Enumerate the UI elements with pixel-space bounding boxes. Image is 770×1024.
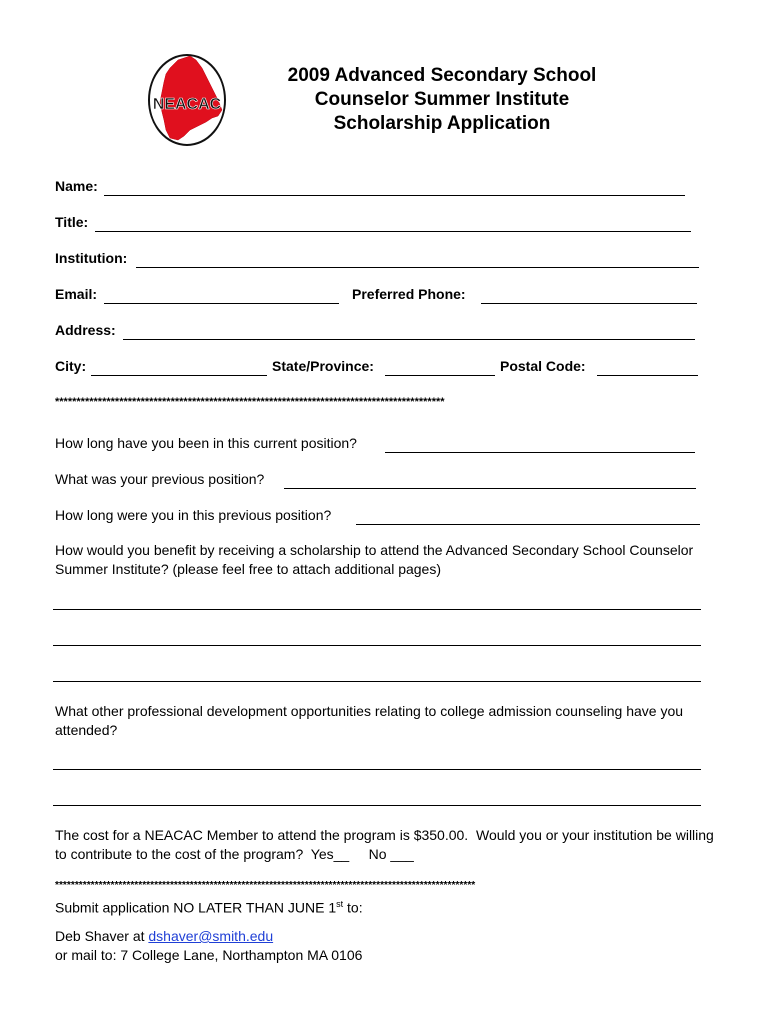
neacac-logo-graphic [140,50,236,150]
previous-duration-field[interactable] [356,508,700,525]
title-field[interactable] [95,215,691,232]
question-cost-contribution: The cost for a NEACAC Member to attend the program is $350.00. Would you or your institution be willing to contribute to the cost of the program? Yes__ No ___ [55,827,718,862]
submit-deadline [55,899,363,916]
phone-label: Preferred Phone: [352,286,466,302]
title-line-1: 2009 Advanced Secondary School [287,65,597,86]
document-title [250,64,634,136]
question-previous-position-row [55,469,697,489]
institution-label: Institution: [55,250,128,266]
logo-text: NEACAC [152,96,222,113]
question-previous-position: What was your previous position? [55,471,265,487]
name-field[interactable] [104,179,685,196]
question-benefit: How would you benefit by receiving a scholarship to attend the Advanced Secondary School Counselor Summer Institute? (please feel free to attach additional pages) [55,542,694,577]
postal-field[interactable] [597,359,698,376]
address-row [55,320,701,340]
email-field[interactable] [104,287,339,304]
contact-mail-address: or mail to: 7 College Lane, Northampton MA 0106 [55,947,363,963]
title-line-3: Scholarship Application [333,113,551,134]
benefit-answer-line-2[interactable] [53,645,701,646]
question-professional-development: What other professional development opportunities relating to college admission counseling have you attended? [55,703,684,738]
city-state-postal-row [55,356,701,376]
institution-field[interactable] [136,251,699,268]
phone-field[interactable] [481,287,697,304]
development-answer-line-1[interactable] [53,769,701,770]
city-field[interactable] [91,359,267,376]
address-label: Address: [55,322,116,338]
contact-email-line [55,927,362,946]
current-position-field[interactable] [385,436,695,453]
state-field[interactable] [385,359,495,376]
separator-stars-1: ******************************************************************************************* [55,396,445,408]
postal-label: Postal Code: [500,358,586,374]
institution-row [55,248,701,268]
question-previous-duration-row [55,505,701,525]
submit-text: Submit application NO LATER THAN JUNE 1 [55,899,337,916]
previous-position-field[interactable] [284,472,696,489]
benefit-answer-line-1[interactable] [53,609,701,610]
development-answer-line-2[interactable] [53,805,701,806]
submit-suffix: to: [343,899,363,916]
contact-name: Deb Shaver at [55,928,149,944]
question-previous-duration: How long were you in this previous position? [55,507,332,523]
submit-sup: st [336,899,344,909]
email-label: Email: [55,286,98,302]
name-row [55,176,695,196]
question-current-position-row [55,433,697,453]
title-label: Title: [55,214,89,230]
separator-stars-2: ********************************************************************************************************** [55,880,476,891]
state-label: State/Province: [272,358,374,374]
city-label: City: [55,358,87,374]
contact-email-link[interactable]: dshaver@smith.edu [148,928,274,944]
name-label: Name: [55,178,98,194]
benefit-answer-line-3[interactable] [53,681,701,682]
address-field[interactable] [123,323,695,340]
title-row [55,212,695,232]
email-phone-row [55,284,701,304]
question-current-position: How long have you been in this current position? [55,435,357,451]
neacac-logo [140,50,236,150]
title-line-2: Counselor Summer Institute [314,89,570,110]
contact-info [55,927,362,965]
